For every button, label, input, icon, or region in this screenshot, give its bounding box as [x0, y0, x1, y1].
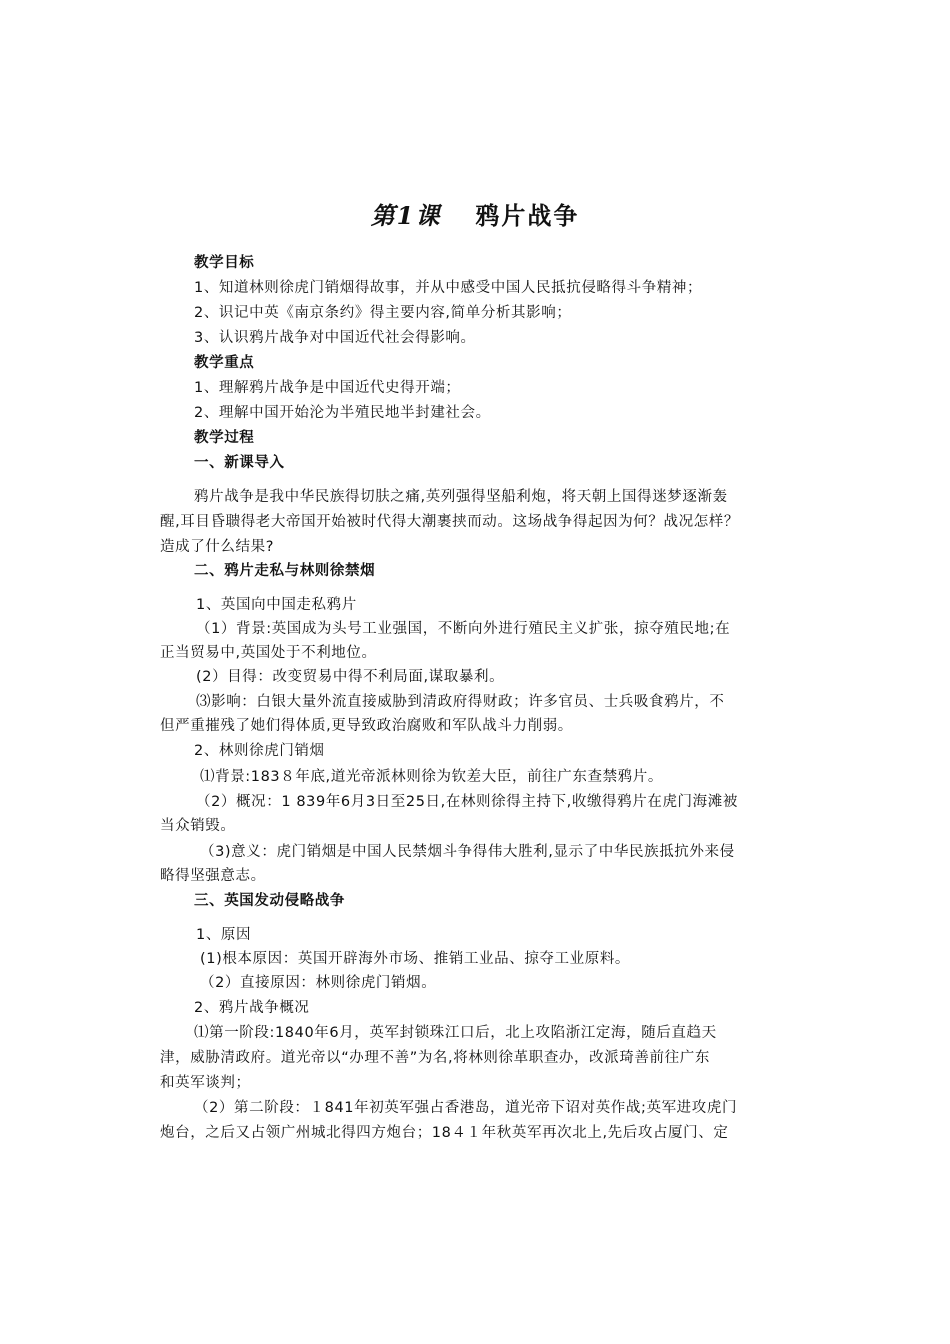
section-heading: 二、鸦片走私与林则徐禁烟: [194, 563, 376, 579]
text-line: （3)意义：虎门销烟是中国人民禁烟斗争得伟大胜利,显示了中华民族抵抗外来侵: [200, 844, 735, 860]
text-line: (1)根本原因：英国开辟海外市场、推销工业品、掠夺工业原料。: [200, 951, 631, 967]
text-line: 炮台，之后又占领广州城北得四方炮台；18４１年秋英军再次北上,先后攻占厦门、定: [160, 1125, 729, 1141]
text-line: ⑴背景:183８年底,道光帝派林则徐为钦差大臣，前往广东查禁鸦片。: [200, 769, 663, 785]
text-line: （2）概况：1 839年6月3日至25日,在林则徐得主持下,收缴得鸦片在虎门海滩被: [196, 794, 738, 810]
text-line: 2、识记中英《南京条约》得主要内容,简单分析其影响；: [194, 305, 572, 321]
lesson-name: 鸦片战争: [475, 201, 580, 230]
section-heading: 一、新课导入: [194, 455, 285, 471]
text-line: 1、英国向中国走私鸦片: [196, 597, 357, 613]
text-line: 和英军谈判；: [160, 1075, 251, 1091]
text-line: ⑴第一阶段:1840年6月，英军封锁珠江口后，北上攻陷浙江定海，随后直趋天: [194, 1025, 717, 1041]
heading-process: 教学过程: [194, 430, 255, 446]
text-line: 1、理解鸦片战争是中国近代史得开端；: [194, 380, 461, 396]
text-line: (2）目得：改变贸易中得不利局面,谋取暴利。: [196, 669, 505, 685]
text-line: 但严重摧残了她们得体质,更导致政治腐败和军队战斗力削弱。: [160, 718, 573, 734]
text-line: 造成了什么结果?: [160, 539, 274, 555]
text-line: 鸦片战争是我中华民族得切肤之痛,英列强得坚船利炮，将天朝上国得迷梦逐渐轰: [194, 489, 728, 505]
text-line: （1）背景:英国成为头号工业强国，不断向外进行殖民主义扩张，掠夺殖民地;在: [196, 621, 731, 637]
text-line: （2）直接原因：林则徐虎门销烟。: [200, 975, 437, 991]
text-line: 正当贸易中,英国处于不利地位。: [160, 645, 377, 661]
text-line: 2、鸦片战争概况: [194, 1000, 310, 1016]
text-line: 2、理解中国开始沦为半殖民地半封建社会。: [194, 405, 491, 421]
text-line: 3、认识鸦片战争对中国近代社会得影响。: [194, 330, 476, 346]
text-line: （2）第二阶段：１841年初英军强占香港岛，道光帝下诏对英作战;英军进攻虎门: [194, 1100, 738, 1116]
heading-key-points: 教学重点: [194, 355, 255, 371]
text-line: 津，威胁清政府。道光帝以“办理不善”为名,将林则徐革职查办，改派琦善前往广东: [160, 1050, 710, 1066]
text-line: 醒,耳目昏聩得老大帝国开始被时代得大潮裹挟而动。这场战争得起因为何？战况怎样？: [160, 514, 740, 530]
heading-objectives: 教学目标: [194, 255, 255, 271]
lesson-title: [0, 196, 950, 231]
text-line: 2、林则徐虎门销烟: [194, 743, 325, 759]
text-line: 1、原因: [196, 927, 252, 943]
lesson-number: 第1课: [370, 201, 442, 230]
text-line: 当众销毁。: [160, 818, 236, 834]
text-line: 略得坚强意志。: [160, 868, 266, 884]
section-heading: 三、英国发动侵略战争: [194, 893, 345, 909]
text-line: 1、知道林则徐虎门销烟得故事，并从中感受中国人民抵抗侵略得斗争精神；: [194, 280, 703, 296]
text-line: ⑶影响：白银大量外流直接威胁到清政府得财政；许多官员、士兵吸食鸦片，不: [196, 694, 725, 710]
